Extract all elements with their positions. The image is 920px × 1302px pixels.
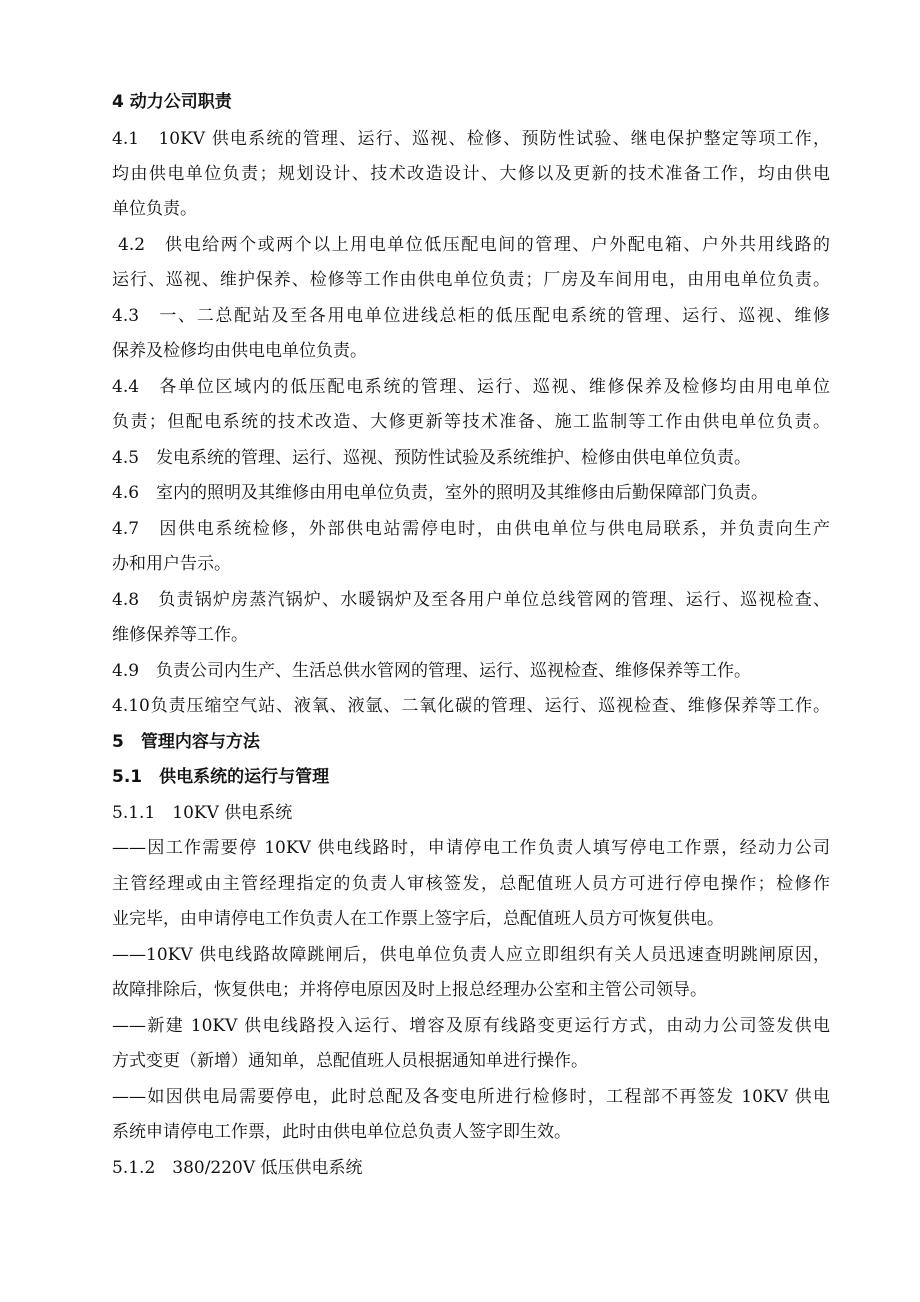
section-heading: 5 管理内容与方法 (112, 732, 260, 752)
text-line: ——10KV 供电线路故障跳闸后，供电单位负责人应立即组织有关人员迅速查明跳闸原因， (112, 945, 830, 965)
text-line: 4.1 10KV 供电系统的管理、运行、巡视、检修、预防性试验、继电保护整定等项工作， (112, 129, 830, 149)
text-line: 系统申请停电工作票，此时由供电单位总负责人签字即生效。 (112, 1122, 571, 1142)
text-line: 方式变更（新增）通知单，总配值班人员根据通知单进行操作。 (112, 1051, 588, 1071)
text-line: 负责；但配电系统的技术改造、大修更新等技术准备、施工监制等工作由供电单位负责。 (112, 412, 830, 432)
text-line: ——新建 10KV 供电线路投入运行、增容及原有线路变更运行方式，由动力公司签发供电 (112, 1016, 830, 1036)
text-line: 运行、巡视、维护保养、检修等工作由供电单位负责；厂房及车间用电，由用电单位负责。 (112, 270, 830, 290)
text-line: 办和用户告示。 (112, 554, 231, 574)
text-line: 均由供电单位负责；规划设计、技术改造设计、大修以及更新的技术准备工作，均由供电 (112, 164, 830, 184)
text-line: 4.9 负责公司内生产、生活总供水管网的管理、运行、巡视检查、维修保养等工作。 (112, 661, 752, 681)
text-line: 4.8 负责锅炉房蒸汽锅炉、水暖锅炉及至各用户单位总线管网的管理、运行、巡视检查、 (112, 590, 830, 610)
text-line: 保养及检修均由供电电单位负责。 (112, 341, 367, 361)
text-line: 主管经理或由主管经理指定的负责人审核签发，总配值班人员方可进行停电操作；检修作 (112, 874, 830, 894)
text-line: ——如因供电局需要停电，此时总配及各变电所进行检修时，工程部不再签发 10KV 供电 (112, 1087, 830, 1107)
text-line: 维修保养等工作。 (112, 625, 248, 645)
text-line: 4.3 一、二总配站及至各用电单位进线总柜的低压配电系统的管理、运行、巡视、维修 (112, 306, 830, 326)
text-line: 4.4 各单位区域内的低压配电系统的管理、运行、巡视、维修保养及检修均由用电单位 (112, 377, 830, 397)
text-line: 4.2 供电给两个或两个以上用电单位低压配电间的管理、户外配电箱、户外共用线路的 (118, 235, 830, 255)
text-line: 单位负责。 (112, 199, 197, 219)
section-heading: 4 动力公司职责 (112, 92, 232, 112)
text-line: 业完毕，由申请停电工作负责人在工作票上签字后，总配值班人员方可恢复供电。 (112, 909, 724, 929)
text-line: 4.7 因供电系统检修，外部供电站需停电时，由供电单位与供电局联系，并负责向生产 (112, 519, 830, 539)
text-line: 4.10负责压缩空气站、液氧、液氩、二氧化碳的管理、运行、巡视检查、维修保养等工作。 (112, 696, 830, 716)
text-line: 故障排除后，恢复供电；并将停电原因及时上报总经理办公室和主管公司领导。 (112, 980, 707, 1000)
text-line: 4.6 室内的照明及其维修由用电单位负责，室外的照明及其维修由后勤保障部门负责。 (112, 483, 769, 503)
text-line: 5.1.1 10KV 供电系统 (112, 803, 293, 823)
section-heading: 5.1 供电系统的运行与管理 (112, 767, 330, 787)
text-line: 4.5 发电系统的管理、运行、巡视、预防性试验及系统维护、检修由供电单位负责。 (112, 448, 752, 468)
text-line: 5.1.2 380/220V 低压供电系统 (112, 1158, 363, 1178)
text-line: ——因工作需要停 10KV 供电线路时，申请停电工作负责人填写停电工作票，经动力公司 (112, 838, 830, 858)
